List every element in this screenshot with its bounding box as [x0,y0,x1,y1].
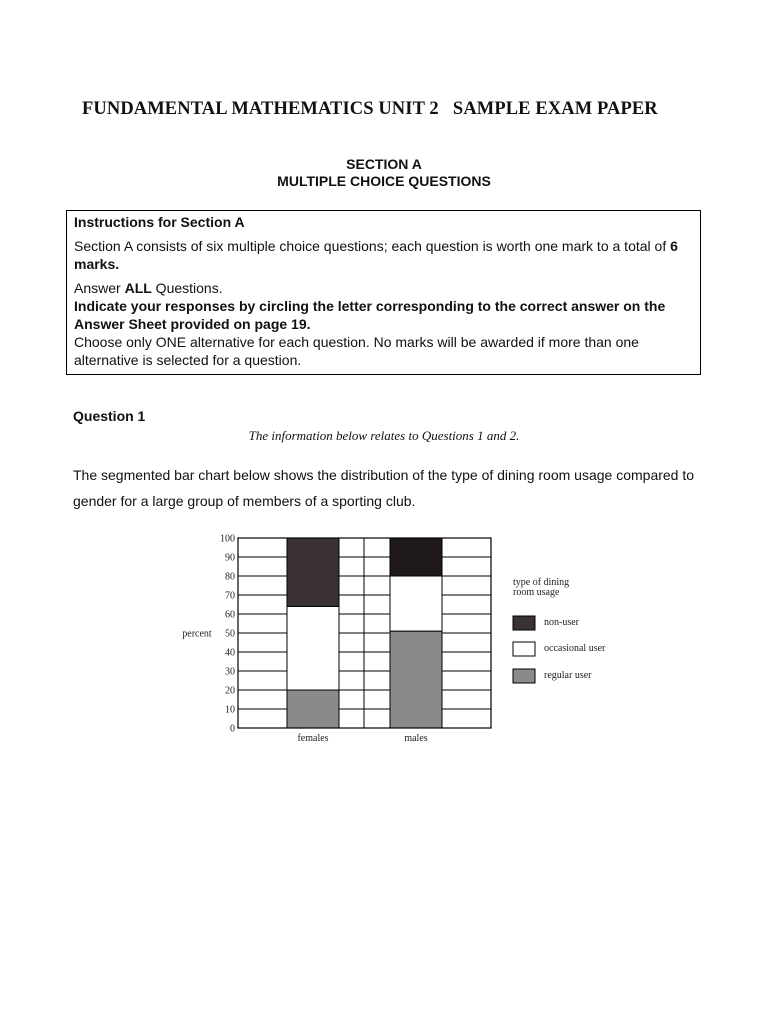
y-tick-label: 60 [225,609,235,621]
legend-swatch-regular-user [513,669,535,683]
y-tick-label: 80 [225,571,235,583]
y-tick-label: 0 [230,723,235,735]
y-tick-label: 10 [225,704,235,716]
y-tick-label: 30 [225,666,235,678]
legend-swatch-occasional-user [513,642,535,656]
y-tick-label: 100 [220,533,235,545]
question-info-note: The information below relates to Questions 1 and 2. [248,428,520,443]
bar-segment-non-user-males [390,538,442,576]
y-tick-label: 50 [225,628,235,640]
instructions-total-marks: 6 marks. [74,238,678,272]
section-subtitle: MULTIPLE CHOICE QUESTIONS [277,172,491,189]
bar-segment-occasional-user-females [287,606,339,690]
bar-segment-non-user-females [287,538,339,606]
bar-segment-regular-user-males [390,631,442,728]
question-heading: Question 1 [73,408,146,424]
instructions-heading: Instructions for Section A [74,214,245,230]
y-axis-label: percent [182,628,212,640]
instructions-p1-text: Section A consists of six multiple choice questions; each question is worth one mark to a total of [74,238,671,254]
legend-title-line: room usage [513,587,560,598]
legend-title-line: type of dining [513,577,570,588]
instructions-paragraph-3: Indicate your responses by circling the letter corresponding to the correct answer on the Answer Sheet provided on page 19. [74,298,666,332]
legend-swatch-non-user [513,616,535,630]
y-tick-label: 90 [225,552,235,564]
instructions-all-emphasis: ALL [124,280,152,296]
x-category-label-females: females [297,733,329,744]
instructions-p2-post: Questions. [151,280,223,296]
instructions-p2-pre: Answer [74,280,125,296]
legend-label-non-user: non-user [544,617,579,628]
question-description: The segmented bar chart below shows the distribution of the type of dining room usage compared to gender for a large group of members of a sporting club. [73,467,695,509]
legend-label-occasional-user: occasional user [544,643,606,654]
bar-segment-occasional-user-males [390,576,442,631]
section-label: SECTION A [346,156,422,172]
y-tick-label: 20 [225,685,235,697]
y-tick-label: 40 [225,647,235,659]
bar-segment-regular-user-females [287,690,339,728]
paper-title: FUNDAMENTAL MATHEMATICS UNIT 2 SAMPLE EXAM PAPER [82,99,658,119]
y-tick-label: 70 [225,590,235,602]
legend-label-regular-user: regular user [544,670,592,681]
x-category-label-males: males [404,733,428,744]
instructions-paragraph-4: Choose only ONE alternative for each question. No marks will be awarded if more than one alternative is selected for a question. [74,334,639,368]
